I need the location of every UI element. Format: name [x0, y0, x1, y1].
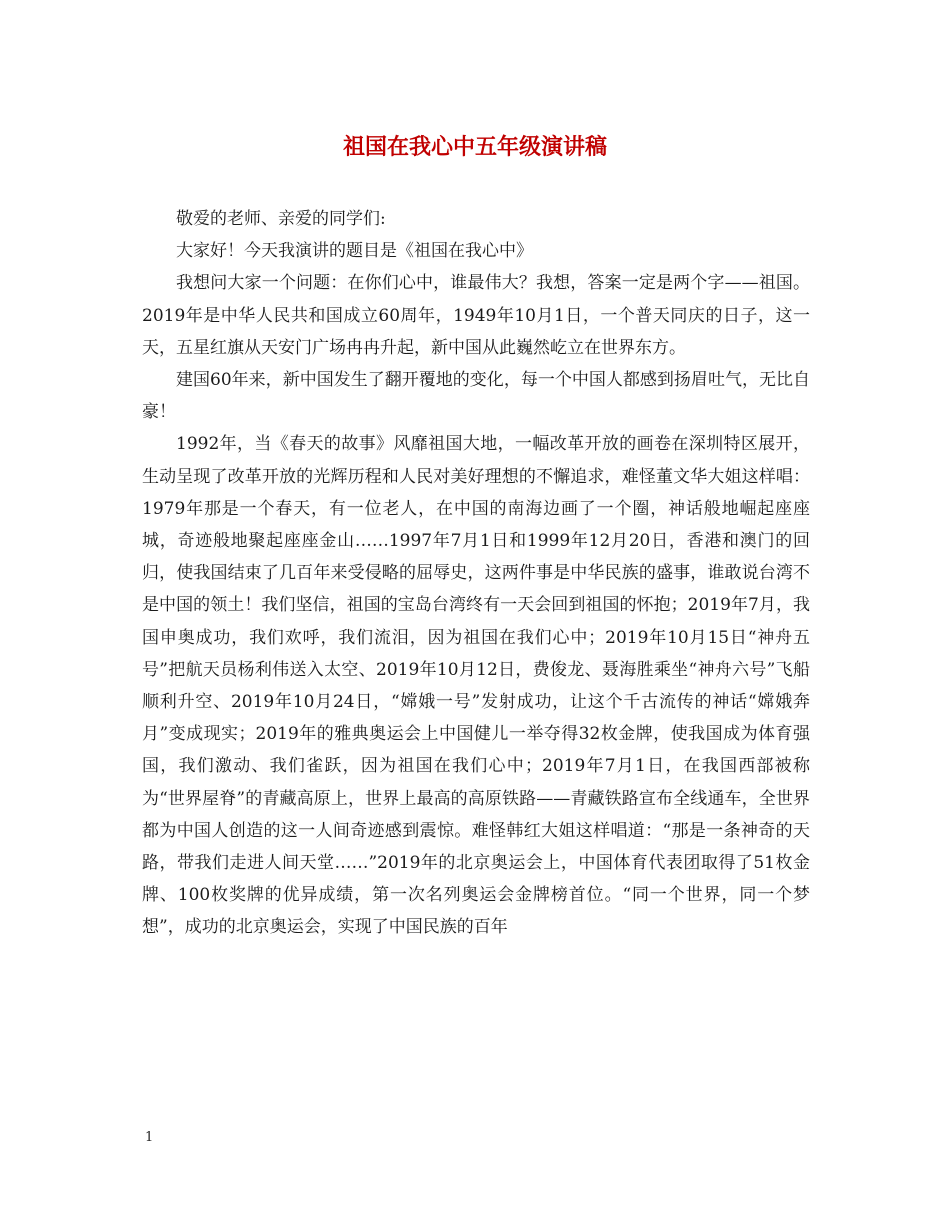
document-body: [142, 203, 810, 944]
paragraph-question: 我想问大家一个问题：在你们心中，谁最伟大？我想，答案一定是两个字——祖国。2019年是中华人民共和国成立60周年，1949年10月1日，一个普天同庆的日子，这一天，五星红旗从天安门广场冉冉升起，新中国从此巍然屹立在世界东方。: [142, 273, 810, 358]
paragraph-changes: 建国60年来，新中国发生了翻开覆地的变化，每一个中国人都感到扬眉吐气，无比自豪！: [142, 370, 810, 423]
document-title: 祖国在我心中五年级演讲稿: [342, 134, 607, 160]
paragraph-intro: 大家好！今天我演讲的题目是《祖国在我心中》: [176, 241, 533, 262]
paragraph-greeting: 敬爱的老师、亲爱的同学们:: [176, 209, 386, 229]
page-number: 1: [145, 1130, 154, 1145]
paragraph-history: 1992年，当《春天的故事》风靡祖国大地，一幅改革开放的画卷在深圳特区展开，生动呈现了改革开放的光辉历程和人民对美好理想的不懈追求，难怪董文华大姐这样唱：1979年那是一个春天，有一位老人，在中国的南海边画了一个圈，神话般地崛起座座城，奇迹般地聚起座座金山……1997年7月1日和1999年12月20日，香港和澳门的回归，使我国结束了几百年来受侵略的屈辱史，这两件事是中华民族的盛事，谁敢说台湾不是中国的领土！我们坚信，祖国的宝岛台湾终有一天会回到祖国的怀抱；2019年7月，我国申奥成功，我们欢呼，我们流泪，因为祖国在我们心中；2019年10月15日“神舟五号”把航天员杨利伟送入太空、2019年10月12日，费俊龙、聂海胜乘坐“神舟六号”飞船顺利升空、2019年10月24日，“嫦娥一号”发射成功，让这个千古流传的神话“嫦娥奔月”变成现实；2019年的雅典奥运会上中国健儿一举夺得32枚金牌，使我国成为体育强国，我们激动、我们雀跃，因为祖国在我们心中；2019年7月1日，在我国西部被称为“世界屋脊”的青藏高原上，世界上最高的高原铁路——青藏铁路宣布全线通车，全世界都为中国人创造的这一人间奇迹感到震惊。难怪韩红大姐这样唱道：“那是一条神奇的天路，带我们走进人间天堂……”2019年的北京奥运会上，中国体育代表团取得了51枚金牌、100枚奖牌的优异成绩，第一次名列奥运会金牌榜首位。“同一个世界，同一个梦想”，成功的北京奥运会，实现了中国民族的百年: [142, 434, 810, 938]
